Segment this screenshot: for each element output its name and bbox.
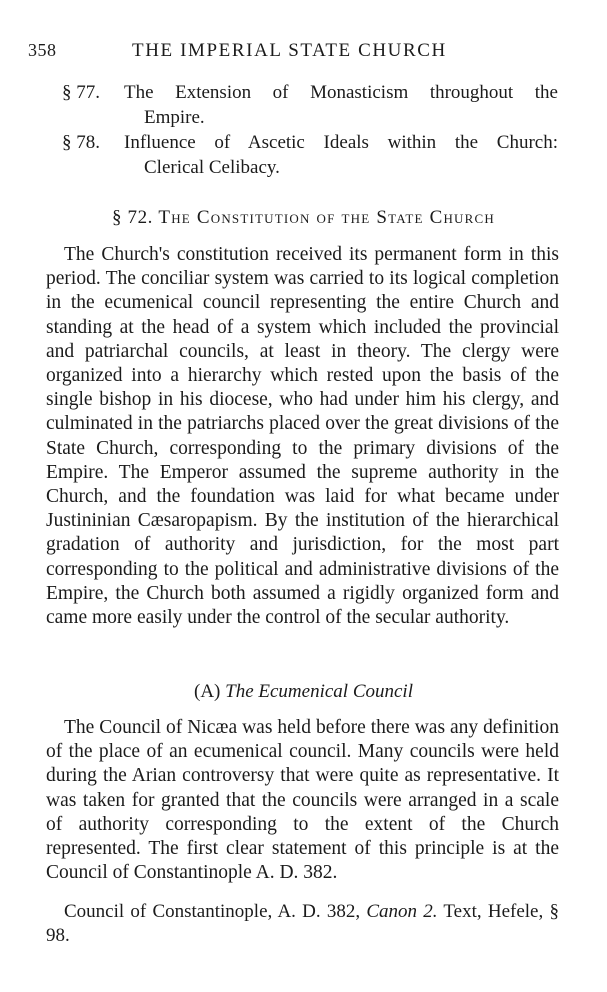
section-list-item	[62, 80, 558, 130]
section-heading	[0, 207, 607, 229]
subsection-heading	[0, 681, 607, 703]
page-header	[28, 40, 568, 64]
section-number: § 72.	[112, 207, 154, 228]
section-list-title-line: The Extension of Monasticism throughout the	[124, 82, 558, 103]
section-list	[0, 80, 607, 180]
citation-suffix: Text, Hefele, § 98.	[46, 901, 559, 946]
citation-canon: Canon 2.	[366, 901, 438, 922]
citation-prefix: Council of Constantinople, A. D. 382,	[64, 901, 361, 922]
section-list-title-line: Empire.	[144, 107, 205, 128]
section-title: The Constitution of the State Church	[158, 207, 495, 228]
body-paragraph: The Church's constitution received its permanent form in this period. The conciliar system was carried to its logical completion in the ecumenical council representing the entire Church and standing at the head of a system which included the provincial and patriarchal councils, at least in theory. The clergy were organized into a hierarchy which rested upon the basis of the single bishop in his diocese, who had under him his clergy, and culminated in the patriarchs placed over the great divisions of the State Church, corresponding to the primary divisions of the Empire. The Emperor assumed the supreme authority in the Church, and the foundation was laid for what became under Justininian Cæsaropapism. By the institution of the hierarchical gradation of authority and jurisdiction, for the most part corresponding to the political and administrative divisions of the Empire, the Church both assumed a rigidly organized form and came more easily under the control of the secular authority.	[46, 244, 559, 629]
section-list-number: § 77.	[62, 82, 100, 103]
section-list-item	[62, 130, 558, 180]
source-citation	[46, 900, 559, 948]
section-list-number: § 78.	[62, 132, 100, 153]
section-list-title-line: Influence of Ascetic Ideals within the Church:	[124, 132, 558, 153]
running-head: THE IMPERIAL STATE CHURCH	[132, 40, 447, 61]
subsection-label: (A)	[194, 681, 221, 702]
page-number: 358	[28, 40, 57, 60]
section-list-title-line: Clerical Celibacy.	[144, 157, 280, 178]
subsection-title: The Ecumenical Council	[225, 681, 413, 702]
body-paragraph: The Council of Nicæa was held before there was any definition of the place of an ecumenical council. Many councils were held during the Arian controversy that were quite as representative. It was taken for granted that the councils were arranged in a scale of authority corresponding to the extent of the Church represented. The first clear statement of this principle is at the Council of Constantinople A. D. 382.	[46, 717, 559, 884]
